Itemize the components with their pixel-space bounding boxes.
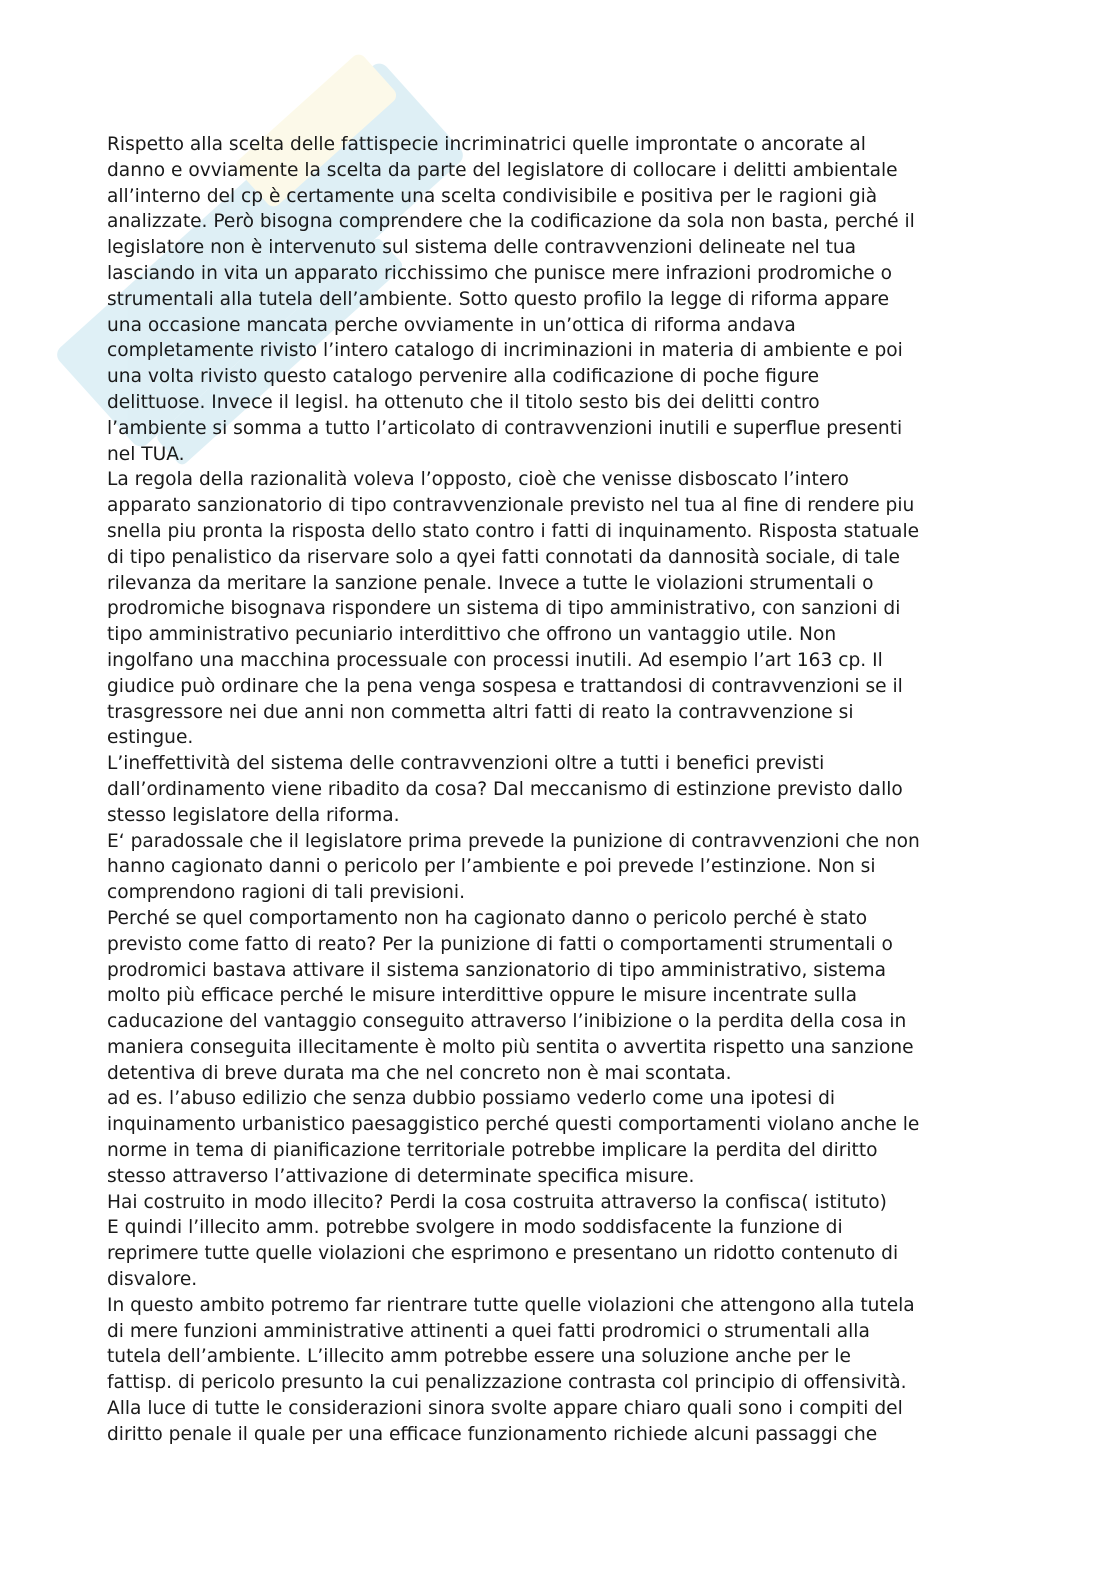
text-line: comprendono ragioni di tali previsioni. [107, 882, 466, 904]
text-line: una volta rivisto questo catalogo pervenire alla codificazione di poche figure [107, 366, 820, 388]
text-line: estingue. [107, 727, 194, 749]
text-line: l’ambiente si somma a tutto l’articolato di contravvenzioni inutili e superflue presenti [107, 417, 903, 439]
text-line: molto più efficace perché le misure interdittive oppure le misure incentrate sulla [107, 985, 858, 1007]
text-line: Hai costruito in modo illecito? Perdi la cosa costruita attraverso la confisca( istituto) [107, 1191, 887, 1213]
text-line: norme in tema di pianificazione territoriale potrebbe implicare la perdita del diritto [107, 1140, 878, 1162]
text-line: fattisp. di pericolo presunto la cui penalizzazione contrasta col principio di offensività. [107, 1372, 907, 1394]
text-line: nel TUA. [107, 443, 185, 465]
text-line: completamente rivisto l’intero catalogo di incriminazioni in materia di ambiente e poi [107, 340, 903, 362]
text-line: inquinamento urbanistico paesaggistico perché questi comportamenti violano anche le [107, 1114, 920, 1136]
text-line: Perché se quel comportamento non ha cagionato danno o pericolo perché è stato [107, 907, 868, 929]
text-line: all’interno del cp è certamente una scelta condivisibile e positiva per le ragioni già [107, 185, 878, 207]
text-line: La regola della razionalità voleva l’opposto, cioè che venisse disboscato l’intero [107, 469, 849, 491]
text-line: una occasione mancata perche ovviamente in un’ottica di riforma andava [107, 314, 796, 336]
text-line: apparato sanzionatorio di tipo contravvenzionale previsto nel tua al fine di rendere piu [107, 495, 915, 517]
text-line: diritto penale il quale per una efficace funzionamento richiede alcuni passaggi che [107, 1423, 878, 1445]
text-line: analizzate. Però bisogna comprendere che la codificazione da sola non basta, perché il [107, 211, 915, 233]
text-line: rilevanza da meritare la sanzione penale. Invece a tutte le violazioni strumentali o [107, 572, 874, 594]
text-line: prodromici bastava attivare il sistema sanzionatorio di tipo amministrativo, sistema [107, 959, 887, 981]
document-text [107, 132, 1017, 1448]
text-line: Rispetto alla scelta delle fattispecie incriminatrici quelle improntate o ancorate al [107, 134, 866, 155]
text-line: maniera conseguita illecitamente è molto più sentita o avvertita rispetto una sanzione [107, 1036, 914, 1058]
text-line: di mere funzioni amministrative attinenti a quei fatti prodromici o strumentali alla [107, 1320, 870, 1342]
text-line: delittuose. Invece il legisl. ha ottenuto che il titolo sesto bis dei delitti contro [107, 391, 820, 413]
text-line: trasgressore nei due anni non commetta altri fatti di reato la contravvenzione si [107, 701, 854, 723]
text-line: giudice può ordinare che la pena venga sospesa e trattandosi di contravvenzioni se il [107, 675, 903, 697]
text-line: E quindi l’illecito amm. potrebbe svolgere in modo soddisfacente la funzione di [107, 1217, 843, 1239]
text-line: ingolfano una macchina processuale con processi inutili. Ad esempio l’art 163 cp. Il [107, 649, 883, 671]
text-line: danno e ovviamente la scelta da parte del legislatore di collocare i delitti ambientale [107, 159, 898, 181]
text-line: detentiva di breve durata ma che nel concreto non è mai scontata. [107, 1062, 732, 1084]
text-line: tutela dell’ambiente. L’illecito amm potrebbe essere una soluzione anche per le [107, 1346, 851, 1368]
text-line: di tipo penalistico da riservare solo a qyei fatti connotati da dannosità sociale, di tale [107, 546, 900, 568]
text-line: stesso legislatore della riforma. [107, 804, 400, 826]
text-line: caducazione del vantaggio conseguito attraverso l’inibizione o la perdita della cosa in [107, 1011, 907, 1033]
text-line: legislatore non è intervenuto sul sistema delle contravvenzioni delineate nel tua [107, 237, 857, 259]
text-line: In questo ambito potremo far rientrare tutte quelle violazioni che attengono alla tutela [107, 1294, 915, 1316]
text-line: prodromiche bisognava rispondere un sistema di tipo amministrativo, con sanzioni di [107, 598, 901, 620]
text-line: previsto come fatto di reato? Per la punizione di fatti o comportamenti strumentali o [107, 933, 893, 955]
text-line: E‘ paradossale che il legislatore prima prevede la punizione di contravvenzioni che non [107, 830, 920, 852]
text-line: reprimere tutte quelle violazioni che esprimono e presentano un ridotto contenuto di [107, 1243, 899, 1265]
text-line: disvalore. [107, 1269, 198, 1291]
text-line: snella piu pronta la risposta dello stato contro i fatti di inquinamento. Risposta statuale [107, 520, 920, 542]
text-line: lasciando in vita un apparato ricchissimo che punisce mere infrazioni prodromiche o [107, 262, 892, 284]
text-line: stesso attraverso l’attivazione di determinate specifica misure. [107, 1165, 695, 1187]
text-line: hanno cagionato danni o pericolo per l’ambiente e poi prevede l’estinzione. Non si [107, 856, 876, 878]
text-line: dall’ordinamento viene ribadito da cosa? Dal meccanismo di estinzione previsto dallo [107, 778, 903, 800]
text-line: tipo amministrativo pecuniario interdittivo che offrono un vantaggio utile. Non [107, 624, 837, 646]
text-line: ad es. l’abuso edilizio che senza dubbio possiamo vederlo come una ipotesi di [107, 1088, 836, 1110]
text-line: Alla luce di tutte le considerazioni sinora svolte appare chiaro quali sono i compiti del [107, 1398, 903, 1420]
text-line: L’ineffettività del sistema delle contravvenzioni oltre a tutti i benefici previsti [107, 753, 825, 775]
text-line: strumentali alla tutela dell’ambiente. Sotto questo profilo la legge di riforma appare [107, 288, 890, 310]
